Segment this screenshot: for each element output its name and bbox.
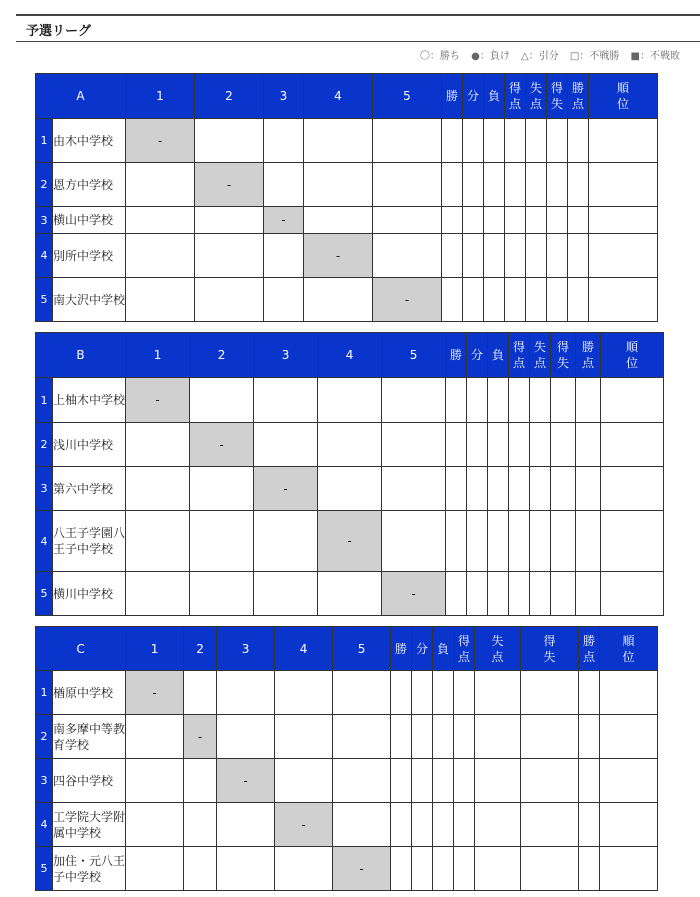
stat-cell: [600, 847, 658, 891]
stat-cell: [475, 715, 521, 759]
stat-cell: [391, 715, 412, 759]
stat-cell: [600, 671, 658, 715]
opponent-column-header: 5: [333, 627, 391, 671]
self-match-cell: -: [184, 715, 217, 759]
result-cell: [264, 119, 304, 163]
result-cell: [126, 803, 184, 847]
table-row: [36, 671, 658, 715]
result-cell: [195, 207, 264, 234]
stat-cell: [547, 119, 568, 163]
self-match-cell: -: [275, 803, 333, 847]
result-cell: [318, 378, 382, 423]
stat-cell: [509, 572, 530, 616]
legend-win: 〇：勝ち: [419, 51, 460, 62]
stat-cell: [391, 759, 412, 803]
stat-cell: [601, 572, 664, 616]
stat-cell: [463, 163, 484, 207]
result-cell: [373, 234, 442, 278]
stat-cell: [551, 572, 576, 616]
result-cell: [382, 511, 446, 572]
team-name: 南多摩中等教育学校: [53, 715, 126, 759]
league-table-b: [35, 332, 664, 616]
stat-cell: [547, 163, 568, 207]
stat-cell: [433, 671, 454, 715]
result-cell: [190, 572, 254, 616]
stat-cell: [446, 467, 467, 511]
stat-cell: [551, 423, 576, 467]
result-cell: [126, 847, 184, 891]
stat-cell: [509, 467, 530, 511]
result-cell: [333, 759, 391, 803]
table-row: [36, 572, 664, 616]
stat-cell: [505, 234, 526, 278]
result-cell: [217, 803, 275, 847]
stat-cell: [589, 234, 658, 278]
stat-cell: [412, 715, 433, 759]
stat-cell: [454, 847, 475, 891]
table-row: [36, 467, 664, 511]
stat-cell: [488, 423, 509, 467]
stat-cell: [509, 511, 530, 572]
page-title: 予選リーグ: [26, 24, 92, 39]
stat-cell: [589, 163, 658, 207]
stat-cell: [579, 715, 600, 759]
stat-cell: [484, 119, 505, 163]
stat-cell: [521, 759, 579, 803]
table-row: [36, 759, 658, 803]
result-cell: [126, 715, 184, 759]
team-name: 第六中学校: [53, 467, 126, 511]
result-cell: [126, 163, 195, 207]
table-row: [36, 119, 658, 163]
result-cell: [304, 119, 373, 163]
team-number: 1: [36, 378, 53, 423]
result-cell: [184, 803, 217, 847]
stat-cell: [521, 847, 579, 891]
opponent-column-header: 5: [373, 74, 442, 119]
stat-cell: [454, 715, 475, 759]
self-match-cell: -: [254, 467, 318, 511]
team-number: 1: [36, 119, 53, 163]
stat-column-header: 順 位: [600, 627, 658, 671]
stat-cell: [600, 759, 658, 803]
stat-cell: [589, 207, 658, 234]
stat-cell: [463, 278, 484, 322]
stat-column-header: 得 点: [509, 333, 530, 378]
stat-cell: [488, 511, 509, 572]
team-name: 上柚木中学校: [53, 378, 126, 423]
result-cell: [382, 378, 446, 423]
team-number: 4: [36, 234, 53, 278]
result-cell: [195, 278, 264, 322]
result-cell: [382, 467, 446, 511]
stat-column-header: 失 点: [526, 74, 547, 119]
table-row: [36, 163, 658, 207]
stat-cell: [475, 759, 521, 803]
stat-cell: [547, 234, 568, 278]
stat-column-header: 分: [463, 74, 484, 119]
result-cell: [254, 378, 318, 423]
result-cell: [318, 423, 382, 467]
legend-default-win: □：不戦勝: [569, 51, 620, 62]
result-cell: [275, 715, 333, 759]
stat-cell: [568, 234, 589, 278]
team-number: 1: [36, 671, 53, 715]
result-cell: [190, 511, 254, 572]
result-cell: [195, 234, 264, 278]
table-row: [36, 803, 658, 847]
result-cell: [304, 207, 373, 234]
table-row: [36, 423, 664, 467]
result-cell: [190, 378, 254, 423]
result-cell: [264, 163, 304, 207]
stat-cell: [568, 207, 589, 234]
stat-cell: [576, 378, 601, 423]
stat-column-header: 勝: [442, 74, 463, 119]
stat-cell: [442, 234, 463, 278]
result-cell: [126, 467, 190, 511]
stat-cell: [576, 423, 601, 467]
result-cell: [126, 234, 195, 278]
stat-cell: [601, 378, 664, 423]
result-cell: [373, 119, 442, 163]
result-cell: [254, 572, 318, 616]
team-number: 2: [36, 715, 53, 759]
stat-column-header: 得 失: [551, 333, 576, 378]
table-row: [36, 234, 658, 278]
result-cell: [184, 759, 217, 803]
opponent-column-header: 1: [126, 74, 195, 119]
stat-cell: [454, 759, 475, 803]
team-name: 横山中学校: [53, 207, 126, 234]
stat-cell: [576, 511, 601, 572]
result-cell: [333, 671, 391, 715]
opponent-column-header: 1: [126, 333, 190, 378]
stat-cell: [446, 378, 467, 423]
stat-cell: [526, 163, 547, 207]
stat-cell: [442, 207, 463, 234]
team-name: 南大沢中学校: [53, 278, 126, 322]
stat-cell: [412, 759, 433, 803]
stat-cell: [475, 847, 521, 891]
team-number: 5: [36, 572, 53, 616]
self-match-cell: -: [304, 234, 373, 278]
opponent-column-header: 5: [382, 333, 446, 378]
stat-cell: [442, 278, 463, 322]
stat-cell: [505, 207, 526, 234]
stat-cell: [551, 378, 576, 423]
result-cell: [190, 467, 254, 511]
stat-column-header: 順 位: [601, 333, 664, 378]
team-number: 5: [36, 278, 53, 322]
team-name: 恩方中学校: [53, 163, 126, 207]
stat-cell: [589, 119, 658, 163]
opponent-column-header: 4: [304, 74, 373, 119]
stat-cell: [547, 207, 568, 234]
opponent-column-header: 2: [184, 627, 217, 671]
stat-cell: [521, 803, 579, 847]
result-cell: [275, 671, 333, 715]
stat-cell: [412, 847, 433, 891]
self-match-cell: -: [126, 378, 190, 423]
result-cell: [254, 423, 318, 467]
result-cell: [126, 207, 195, 234]
league-table-c: [35, 626, 658, 891]
stat-cell: [484, 234, 505, 278]
stat-cell: [463, 207, 484, 234]
stat-cell: [442, 119, 463, 163]
stat-cell: [467, 572, 488, 616]
team-name: 四谷中学校: [53, 759, 126, 803]
stat-cell: [391, 847, 412, 891]
stat-cell: [433, 847, 454, 891]
stat-cell: [526, 234, 547, 278]
stat-cell: [463, 119, 484, 163]
team-number: 2: [36, 423, 53, 467]
stat-cell: [600, 715, 658, 759]
stat-cell: [576, 467, 601, 511]
stat-cell: [484, 207, 505, 234]
stat-column-header: 勝: [391, 627, 412, 671]
stat-cell: [484, 278, 505, 322]
team-name: 工学院大学附属中学校: [53, 803, 126, 847]
stat-cell: [530, 467, 551, 511]
team-name: 楢原中学校: [53, 671, 126, 715]
stat-cell: [579, 847, 600, 891]
result-cell: [126, 423, 190, 467]
stat-column-header: 得 失: [521, 627, 579, 671]
stat-cell: [568, 119, 589, 163]
opponent-column-header: 3: [264, 74, 304, 119]
result-cell: [382, 423, 446, 467]
stat-column-header: 失 点: [475, 627, 521, 671]
result-cell: [318, 572, 382, 616]
self-match-cell: -: [195, 163, 264, 207]
legend-loss: ●：負け: [471, 51, 510, 62]
stat-cell: [467, 423, 488, 467]
stat-cell: [530, 572, 551, 616]
stat-cell: [521, 671, 579, 715]
stat-cell: [505, 119, 526, 163]
self-match-cell: -: [217, 759, 275, 803]
stat-cell: [579, 759, 600, 803]
group-name: A: [36, 74, 126, 119]
opponent-column-header: 2: [195, 74, 264, 119]
stat-cell: [467, 467, 488, 511]
team-number: 4: [36, 803, 53, 847]
self-match-cell: -: [382, 572, 446, 616]
stat-cell: [568, 278, 589, 322]
stat-cell: [568, 163, 589, 207]
stat-cell: [576, 572, 601, 616]
result-cell: [254, 511, 318, 572]
stat-cell: [579, 671, 600, 715]
stat-cell: [433, 803, 454, 847]
stat-cell: [446, 511, 467, 572]
result-cell: [275, 759, 333, 803]
opponent-column-header: 4: [318, 333, 382, 378]
stat-cell: [505, 163, 526, 207]
stat-column-header: 勝: [446, 333, 467, 378]
team-number: 5: [36, 847, 53, 891]
stat-cell: [391, 803, 412, 847]
stat-cell: [530, 511, 551, 572]
stat-column-header: 勝 点: [576, 333, 601, 378]
team-number: 3: [36, 467, 53, 511]
self-match-cell: -: [264, 207, 304, 234]
stat-column-header: 得 点: [505, 74, 526, 119]
self-match-cell: -: [373, 278, 442, 322]
stat-cell: [442, 163, 463, 207]
stat-cell: [412, 671, 433, 715]
stat-cell: [509, 378, 530, 423]
result-cell: [195, 119, 264, 163]
result-cell: [373, 163, 442, 207]
result-cell: [275, 847, 333, 891]
team-number: 4: [36, 511, 53, 572]
stat-cell: [551, 511, 576, 572]
stat-cell: [526, 278, 547, 322]
result-cell: [304, 163, 373, 207]
result-cell: [126, 511, 190, 572]
stat-cell: [446, 423, 467, 467]
league-table-a: [35, 73, 658, 322]
result-cell: [373, 207, 442, 234]
result-cell: [264, 234, 304, 278]
stat-cell: [551, 467, 576, 511]
table-row: [36, 847, 658, 891]
stat-cell: [526, 207, 547, 234]
self-match-cell: -: [318, 511, 382, 572]
opponent-column-header: 1: [126, 627, 184, 671]
team-name: 別所中学校: [53, 234, 126, 278]
self-match-cell: -: [126, 119, 195, 163]
table-row: [36, 378, 664, 423]
group-name: B: [36, 333, 126, 378]
stat-cell: [475, 803, 521, 847]
stat-column-header: 勝 点: [579, 627, 600, 671]
stat-cell: [600, 803, 658, 847]
result-cell: [217, 847, 275, 891]
stat-column-header: 負: [433, 627, 454, 671]
stat-cell: [547, 278, 568, 322]
result-legend: [412, 47, 680, 62]
result-cell: [184, 847, 217, 891]
stat-cell: [579, 803, 600, 847]
stat-column-header: 負: [484, 74, 505, 119]
result-cell: [318, 467, 382, 511]
stat-cell: [463, 234, 484, 278]
result-cell: [126, 572, 190, 616]
team-number: 2: [36, 163, 53, 207]
result-cell: [217, 671, 275, 715]
result-cell: [184, 671, 217, 715]
stat-column-header: 順 位: [589, 74, 658, 119]
stat-cell: [589, 278, 658, 322]
stat-cell: [488, 378, 509, 423]
stat-cell: [521, 715, 579, 759]
result-cell: [304, 278, 373, 322]
opponent-column-header: 3: [217, 627, 275, 671]
section-header: [16, 14, 700, 42]
stat-cell: [467, 511, 488, 572]
stat-column-header: 分: [467, 333, 488, 378]
table-row: [36, 511, 664, 572]
team-name: 横川中学校: [53, 572, 126, 616]
table-row: [36, 715, 658, 759]
opponent-column-header: 2: [190, 333, 254, 378]
result-cell: [217, 715, 275, 759]
result-cell: [264, 278, 304, 322]
opponent-column-header: 4: [275, 627, 333, 671]
team-name: 八王子学園八王子中学校: [53, 511, 126, 572]
stat-cell: [601, 467, 664, 511]
team-number: 3: [36, 759, 53, 803]
stat-column-header: 負: [488, 333, 509, 378]
stat-cell: [509, 423, 530, 467]
legend-default-loss: ■：不戦敗: [630, 51, 680, 62]
result-cell: [333, 715, 391, 759]
result-cell: [126, 759, 184, 803]
stat-cell: [601, 511, 664, 572]
stat-cell: [475, 671, 521, 715]
stat-cell: [488, 572, 509, 616]
team-number: 3: [36, 207, 53, 234]
stat-cell: [530, 423, 551, 467]
team-name: 加住・元八王子中学校: [53, 847, 126, 891]
team-name: 由木中学校: [53, 119, 126, 163]
group-name: C: [36, 627, 126, 671]
result-cell: [333, 803, 391, 847]
stat-cell: [454, 671, 475, 715]
stat-column-header: 失 点: [530, 333, 551, 378]
stat-column-header: 勝 点: [568, 74, 589, 119]
result-cell: [126, 278, 195, 322]
stat-cell: [433, 759, 454, 803]
stat-cell: [467, 378, 488, 423]
stat-column-header: 得 失: [547, 74, 568, 119]
table-row: [36, 278, 658, 322]
stat-column-header: 得 点: [454, 627, 475, 671]
self-match-cell: -: [333, 847, 391, 891]
stat-cell: [505, 278, 526, 322]
stat-cell: [526, 119, 547, 163]
team-name: 浅川中学校: [53, 423, 126, 467]
stat-cell: [433, 715, 454, 759]
stat-cell: [391, 671, 412, 715]
stat-cell: [484, 163, 505, 207]
stat-cell: [454, 803, 475, 847]
stat-column-header: 分: [412, 627, 433, 671]
stat-cell: [412, 803, 433, 847]
stat-cell: [488, 467, 509, 511]
self-match-cell: -: [126, 671, 184, 715]
stat-cell: [446, 572, 467, 616]
self-match-cell: -: [190, 423, 254, 467]
legend-draw: △：引分: [521, 51, 559, 62]
table-row: [36, 207, 658, 234]
stat-cell: [530, 378, 551, 423]
opponent-column-header: 3: [254, 333, 318, 378]
stat-cell: [601, 423, 664, 467]
